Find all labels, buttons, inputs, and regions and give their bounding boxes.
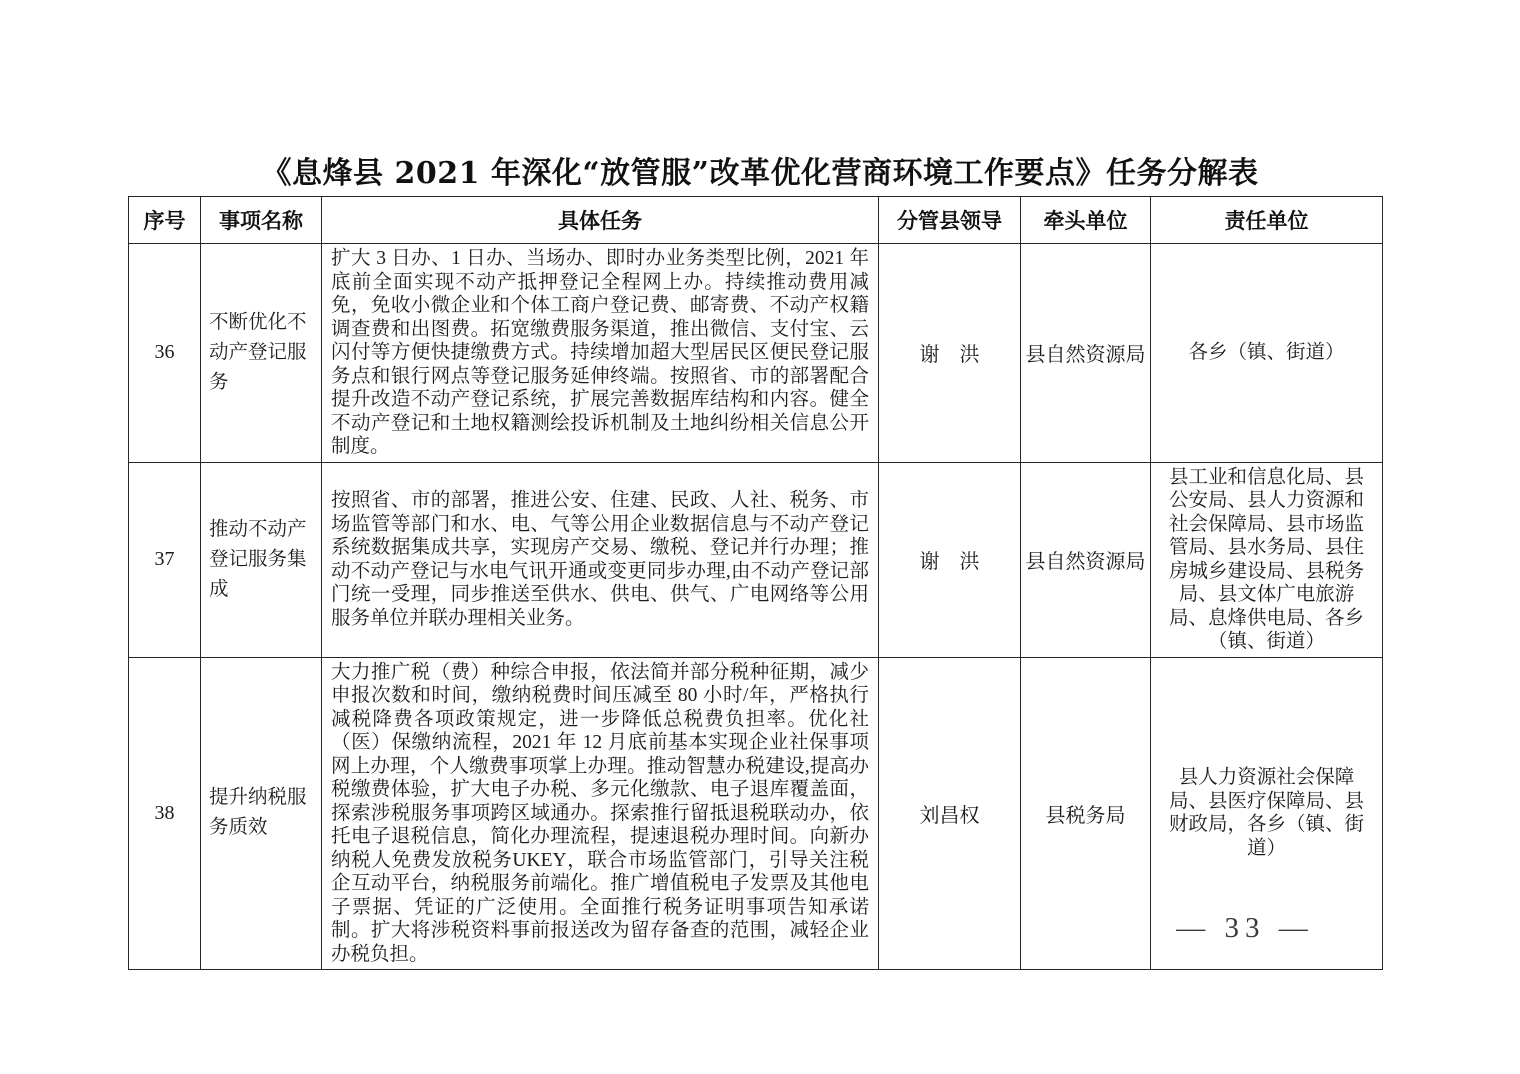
cell-responsible-unit: 县人力资源社会保障局、县医疗保障局、县财政局，各乡（镇、街道）	[1151, 657, 1383, 970]
cell-item-name: 提升纳税服务质效	[201, 657, 322, 970]
document-title: 《息烽县 2021 年深化“放管服”改革优化营商环境工作要点》任务分解表	[261, 156, 1259, 191]
cell-lead-unit: 县税务局	[1021, 657, 1151, 970]
col-header-responsible-unit: 责任单位	[1151, 197, 1383, 244]
cell-county-leader: 刘昌权	[879, 657, 1021, 970]
col-header-item-name: 事项名称	[201, 197, 322, 244]
cell-serial-number: 36	[129, 244, 201, 463]
cell-responsible-unit: 各乡（镇、街道）	[1151, 244, 1383, 463]
cell-lead-unit: 县自然资源局	[1021, 462, 1151, 657]
cell-county-leader: 谢 洪	[879, 462, 1021, 657]
cell-specific-task: 按照省、市的部署，推进公安、住建、民政、人社、税务、市场监管等部门和水、电、气等公用企业数据信息与不动产登记系统数据集成共享，实现房产交易、缴税、登记并行办理；推动不动产登记与水电气讯开通或变更同步办理,由不动产登记部门统一受理，同步推送至供水、供电、供气、广电网络等公用服务单位并联办理相关业务。	[322, 462, 879, 657]
table-header-row	[129, 197, 1383, 244]
cell-responsible-unit: 县工业和信息化局、县公安局、县人力资源和社会保障局、县市场监管局、县水务局、县住房城乡建设局、县税务局、县文体广电旅游局、息烽供电局、各乡（镇、街道）	[1151, 462, 1383, 657]
cell-specific-task: 扩大 3 日办、1 日办、当场办、即时办业务类型比例，2021 年底前全面实现不动产抵押登记全程网上办。持续推动费用减免，免收小微企业和个体工商户登记费、邮寄费、不动产权籍调查费和出图费。拓宽缴费服务渠道，推出微信、支付宝、云闪付等方便快捷缴费方式。持续增加超大型居民区便民登记服务点和银行网点等登记服务延伸终端。按照省、市的部署配合提升改造不动产登记系统，扩展完善数据库结构和内容。健全不动产登记和土地权籍测绘投诉机制及土地纠纷相关信息公开制度。	[322, 244, 879, 463]
table-row	[129, 462, 1383, 657]
cell-serial-number: 38	[129, 657, 201, 970]
cell-item-name: 不断优化不动产登记服务	[201, 244, 322, 463]
task-breakdown-table	[128, 196, 1383, 970]
cell-serial-number: 37	[129, 462, 201, 657]
cell-county-leader: 谢 洪	[879, 244, 1021, 463]
cell-lead-unit: 县自然资源局	[1021, 244, 1151, 463]
col-header-lead-unit: 牵头单位	[1021, 197, 1151, 244]
cell-specific-task: 大力推广税（费）种综合申报，依法简并部分税种征期，减少申报次数和时间，缴纳税费时间压减至 80 小时/年，严格执行减税降费各项政策规定，进一步降低总税费负担率。优化社（医）保缴纳流程，2021 年 12 月底前基本实现企业社保事项网上办理，个人缴费事项掌上办理。推动智慧办税建设,提高办税缴费体验，扩大电子办税、多元化缴款、电子退库覆盖面，探索涉税服务事项跨区域通办。探索推行留抵退税联动办，依托电子退税信息，简化办理流程，提速退税办理时间。向新办纳税人免费发放税务UKEY，联合市场监管部门，引导关注税企互动平台，纳税服务前端化。推广增值税电子发票及其他电子票据、凭证的广泛使用。全面推行税务证明事项告知承诺制。扩大将涉税资料事前报送改为留存备查的范围，减轻企业办税负担。	[322, 657, 879, 970]
col-header-specific-task: 具体任务	[322, 197, 879, 244]
page-number: — 33 —	[1176, 912, 1314, 944]
table-row	[129, 244, 1383, 463]
col-header-serial-number: 序号	[129, 197, 201, 244]
cell-item-name: 推动不动产登记服务集成	[201, 462, 322, 657]
col-header-county-leader: 分管县领导	[879, 197, 1021, 244]
